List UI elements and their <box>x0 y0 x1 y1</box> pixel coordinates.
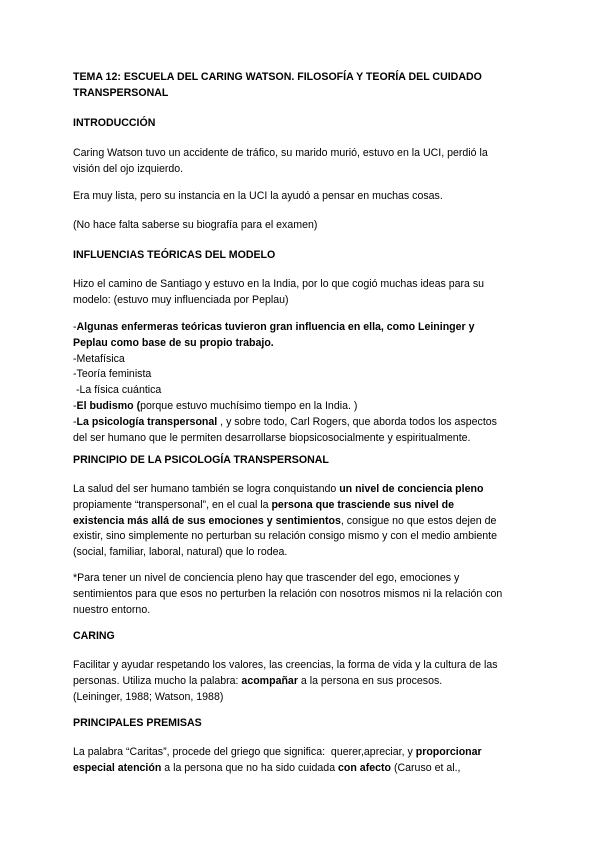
influencia-item-1-cont: Peplau como base de su propio trabajo. <box>73 336 274 349</box>
document-title <box>73 70 533 102</box>
influencias-p1-line-2: modelo: (estuvo muy influenciada por Peplau) <box>73 293 289 306</box>
principio-line-2: propiamente “transpersonal”, en el cual la persona que trasciende sus nivel de <box>73 498 454 511</box>
influencia-item-6-cont: del ser humano que le permiten desarrollarse biopsicosocialmente y espiritualmente. <box>73 431 471 444</box>
influencia-item-3: -Teoría feminista <box>73 368 152 381</box>
intro-p1-line-2: visión del ojo izquierdo. <box>73 162 184 175</box>
principio-line-4: existir, sino simplemente no perturban su relación consigo mismo y con el medio ambiente <box>73 530 497 543</box>
influencia-item-4: -La física cuántica <box>73 384 162 397</box>
principio-paragraph <box>73 482 533 561</box>
premisas-heading: PRINCIPALES PREMISAS <box>73 717 202 729</box>
intro-paragraph-1 <box>73 146 533 178</box>
influencias-list <box>73 320 533 446</box>
caring-paragraph <box>73 658 533 705</box>
intro-p1-line-1: Caring Watson tuvo un accidente de tráfico, su marido murió, estuvo en la UCI, perdió la <box>73 147 488 159</box>
intro-paragraph-2: Era muy lista, pero su instancia en la UCI la ayudó a pensar en muchas cosas. <box>73 190 443 202</box>
title-line-2: TRANSPERSONAL <box>73 86 169 99</box>
principio-line-5: (social, familiar, laboral, natural) que lo rodea. <box>73 546 288 559</box>
caring-line-3: (Leininger, 1988; Watson, 1988) <box>73 690 224 703</box>
influencia-item-1: -Algunas enfermeras teóricas tuvieron gran influencia en ella, como Leininger y <box>73 321 475 333</box>
influencia-item-6: -La psicología transpersonal , y sobre todo, Carl Rogers, que aborda todos los aspectos <box>73 415 497 428</box>
principio-note <box>73 571 533 618</box>
principio-note-line-3: nuestro entorno. <box>73 603 151 616</box>
principio-note-line-1: *Para tener un nivel de conciencia pleno hay que trascender del ego, emociones y <box>73 572 460 584</box>
principio-line-3: existencia más allá de sus emociones y sentimientos, consigue no que estos dejen de <box>73 514 497 527</box>
influencia-item-5: -El budismo (porque estuvo muchísimo tiempo en la India. ) <box>73 399 358 412</box>
influencias-heading: INFLUENCIAS TEÓRICAS DEL MODELO <box>73 249 276 261</box>
premisas-paragraph <box>73 745 533 777</box>
intro-paragraph-3: (No hace falta saberse su biografía para el examen) <box>73 219 318 231</box>
influencia-item-2: -Metafísica <box>73 352 125 365</box>
title-line-1: TEMA 12: ESCUELA DEL CARING WATSON. FILOSOFÍA Y TEORÍA DEL CUIDADO <box>73 71 482 83</box>
premisas-line-2: especial atención a la persona que no ha sido cuidada con afecto (Caruso et al., <box>73 761 461 774</box>
caring-line-1: Facilitar y ayudar respetando los valores, las creencias, la forma de vida y la cultura de las <box>73 659 498 671</box>
caring-heading: CARING <box>73 630 115 642</box>
intro-heading: INTRODUCCIÓN <box>73 117 156 129</box>
caring-line-2: personas. Utiliza mucho la palabra: acompañar a la persona en sus procesos. <box>73 674 443 687</box>
influencias-p1-line-1: Hizo el camino de Santiago y estuvo en la India, por lo que cogió muchas ideas para su <box>73 278 485 290</box>
influencias-paragraph-1 <box>73 277 533 309</box>
principio-note-line-2: sentimientos para que esos no perturben la relación con nosotros mismos ni la relación con <box>73 587 503 600</box>
principio-line-1: La salud del ser humano también se logra conquistando un nivel de conciencia pleno <box>73 483 484 495</box>
principio-heading: PRINCIPIO DE LA PSICOLOGÍA TRANSPERSONAL <box>73 454 329 466</box>
premisas-line-1: La palabra “Caritas”, procede del griego que significa: querer,apreciar, y proporcionar <box>73 746 482 758</box>
